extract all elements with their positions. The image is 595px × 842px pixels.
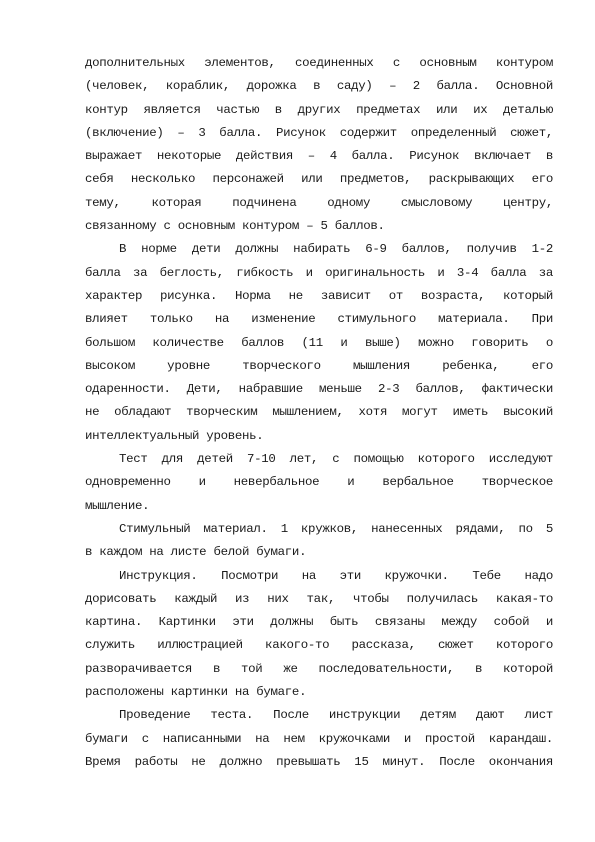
- text-line: высоком уровне творческого мышления ребенка, его: [85, 358, 553, 373]
- paragraph-instruction: [85, 565, 553, 705]
- text-line: тему, которая подчинена одному смысловому центру,: [85, 195, 553, 210]
- text-line: характер рисунка. Норма не зависит от возраста, который: [85, 288, 553, 303]
- text-line: Тест для детей 7-10 лет, с помощью которого исследуют: [119, 452, 553, 467]
- text-line: выражает некоторые действия – 4 балла. Рисунок включает в: [85, 149, 553, 164]
- text-line: балла за беглость, гибкость и оригинальность и 3-4 балла за: [85, 265, 553, 280]
- text-line: дорисовать каждый из них так, чтобы получилась какая-то: [85, 591, 553, 606]
- text-line: не обладают творческим мышлением, хотя могут иметь высокий: [85, 405, 553, 420]
- paragraph-norms: [85, 238, 553, 448]
- text-line: (включение) – 3 балла. Рисунок содержит определенный сюжет,: [85, 125, 553, 140]
- text-line: одаренности. Дети, набравшие меньше 2-3 баллов, фактически: [85, 382, 553, 397]
- text-line: контур является частью в других предметах или их деталью: [85, 102, 553, 117]
- text-line: разворачивается в той же последовательности, в которой: [85, 661, 553, 676]
- text-line: Проведение теста. После инструкции детям дают лист: [119, 708, 553, 723]
- text-line: влияет только на изменение стимульного материала. При: [85, 312, 553, 327]
- text-line: (человек, кораблик, дорожка в саду) – 2 балла. Основной: [85, 79, 553, 94]
- text-line: картина. Картинки эти должны быть связаны между собой и: [85, 615, 553, 630]
- text-line: дополнительных элементов, соединенных с основным контуром: [85, 56, 553, 70]
- paragraph-scoring-continued: [85, 52, 553, 238]
- text-line: мышление.: [85, 498, 150, 513]
- text-line: в каждом на листе белой бумаги.: [85, 545, 307, 560]
- text-line: интеллектуальный уровень.: [85, 428, 264, 443]
- text-line: связанному с основным контуром – 5 баллов.: [85, 219, 385, 234]
- paragraph-test-procedure: [85, 704, 553, 774]
- text-line: служить иллюстрацией какого-то рассказа, сюжет которого: [85, 638, 553, 653]
- text-line: Стимульный материал. 1 кружков, нанесенных рядами, по 5: [119, 521, 553, 536]
- text-line: расположены картинки на бумаге.: [85, 685, 307, 700]
- paragraph-stimulus-material: [85, 518, 553, 565]
- text-line: себя несколько персонажей или предметов, раскрывающих его: [85, 172, 553, 187]
- text-line: В норме дети должны набирать 6-9 баллов, получив 1-2: [119, 242, 553, 257]
- text-line: бумаги с написанными на нем кружочками и простой карандаш.: [85, 731, 553, 746]
- text-line: Инструкция. Посмотри на эти кружочки. Тебе надо: [119, 568, 553, 583]
- text-line: одновременно и невербальное и вербальное творческое: [85, 475, 553, 490]
- text-line: Время работы не должно превышать 15 минут. После окончания: [85, 754, 553, 769]
- paragraph-test-intro: [85, 448, 553, 518]
- text-line: большом количестве баллов (11 и выше) можно говорить о: [85, 335, 553, 350]
